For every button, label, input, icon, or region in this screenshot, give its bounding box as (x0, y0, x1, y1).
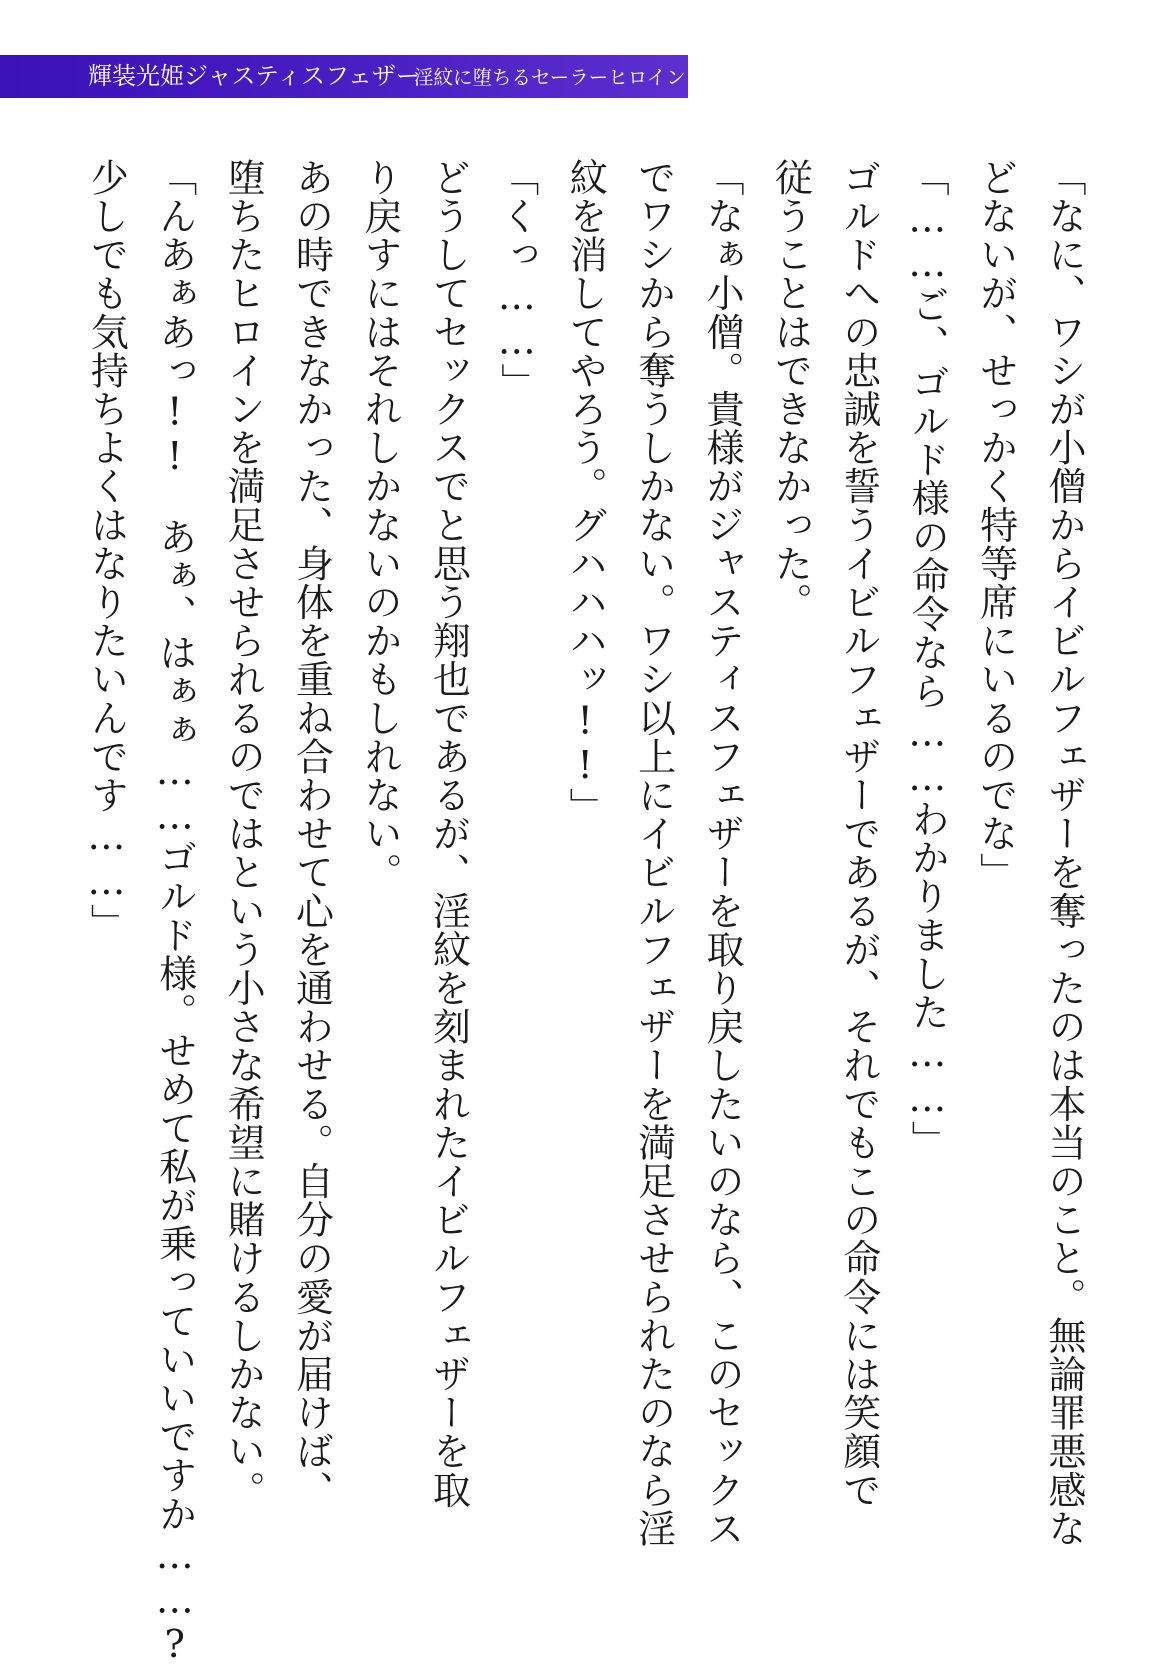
vertical-text-body (72, 158, 1098, 1667)
text-line: 従うことはできなかった。 (768, 158, 813, 622)
text-line: 紋を消してやろう。グハハハッ!!」 (563, 158, 608, 827)
text-line: 「くっ……」 (494, 158, 539, 402)
text-line: 「……ご、ゴルド様の命令なら……わかりました……」 (905, 158, 950, 1159)
text-line: 「なに、ワシが小僧からイビルフェザーを奪ったのは本当のこと。無論罪悪感な (1042, 158, 1086, 1548)
header-band (0, 55, 688, 98)
text-line: 「なぁ小僧。貴様がジャスティスフェザーを取り戻したいのなら、このセックス (699, 158, 744, 1548)
book-subtitle: 淫紋に堕ちるセーラーヒロイン (414, 66, 686, 89)
book-title: 輝装光姫ジャスティスフェザー (88, 62, 420, 90)
text-line: あの時できなかった、身体を重ね合わせて心を通わせる。自分の愛が届けば、 (289, 158, 334, 1509)
text-line: り戻すにはそれしかないのかもしれない。 (357, 158, 402, 892)
text-line: ゴルドへの忠誠を誓うイビルフェザーであるが、それでもこの命令には笑顔で (836, 158, 881, 1509)
text-line: 少しでも気持ちよくはなりたいんです……」 (84, 158, 129, 942)
text-line: どないが、せっかく特等席にいるのでな」 (973, 158, 1018, 892)
text-line: 堕ちたヒロインを満足させられるのではという小さな希望に賭けるしかない。 (221, 158, 266, 1509)
text-line: どうしてセックスでと思う翔也であるが、淫紋を刻まれたイビルフェザーを取 (426, 158, 471, 1509)
text-line: 「んあぁあっ!! あぁ、はぁぁ……ゴルド様。せめて私が乗っていいですか……? (152, 158, 197, 1667)
text-line: でワシから奪うしかない。ワシ以上にイビルフェザーを満足させられたのなら淫 (631, 158, 676, 1548)
